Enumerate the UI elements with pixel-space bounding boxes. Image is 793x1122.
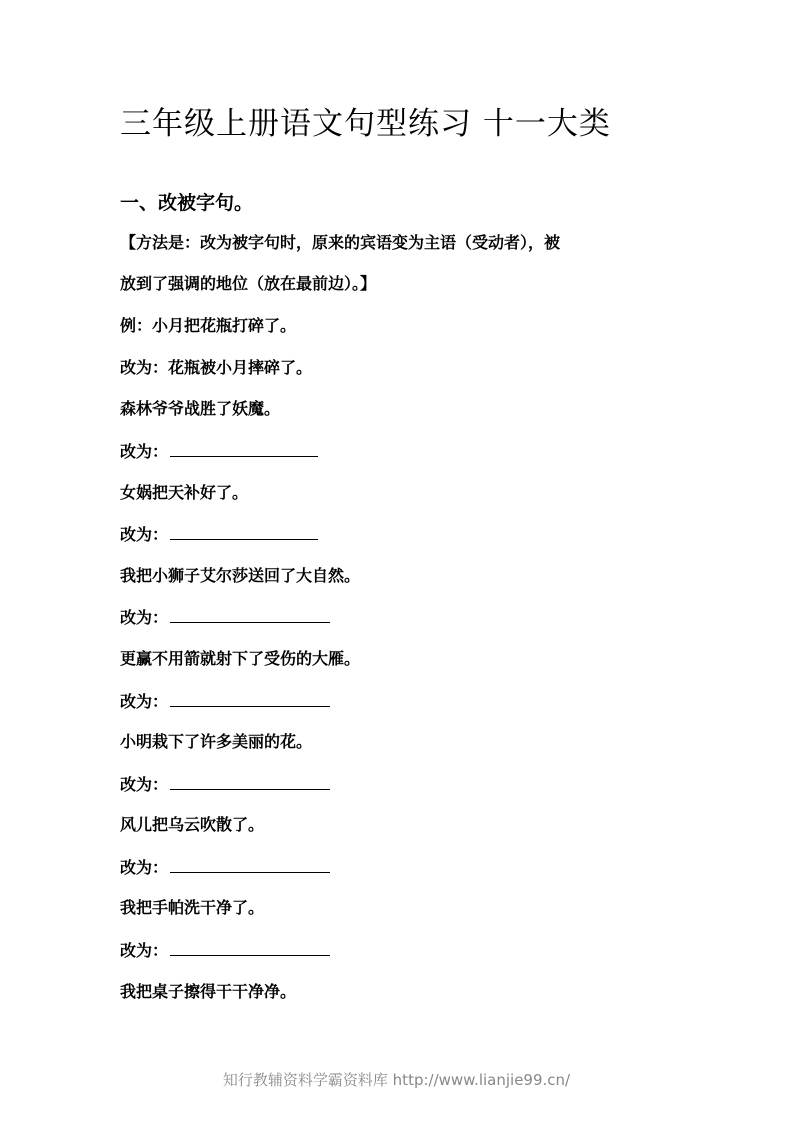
answer-prefix: 改为： bbox=[120, 525, 169, 544]
answer-line-5 bbox=[120, 773, 330, 796]
footer-watermark: 知行教辅资料学霸资料库 http://www.lianjie99.cn/ bbox=[222, 1071, 571, 1089]
exercise-sentence-2: 女娲把天补好了。 bbox=[120, 483, 249, 502]
answer-line-1 bbox=[120, 440, 318, 463]
method-note-line-2: 放到了强调的地位（放在最前边）。】 bbox=[120, 274, 377, 293]
exercise-sentence-5: 小明栽下了许多美丽的花。 bbox=[120, 732, 313, 751]
answer-line-6 bbox=[120, 856, 330, 879]
answer-prefix: 改为： bbox=[120, 608, 169, 627]
answer-blank-2[interactable] bbox=[170, 523, 318, 540]
exercise-sentence-1: 森林爷爷战胜了妖魔。 bbox=[120, 399, 281, 418]
exercise-sentence-3: 我把小狮子艾尔莎送回了大自然。 bbox=[120, 566, 361, 585]
example-sentence: 例：小月把花瓶打碎了。 bbox=[120, 316, 297, 335]
answer-blank-4[interactable] bbox=[170, 690, 330, 707]
answer-blank-5[interactable] bbox=[170, 773, 330, 790]
method-note-line-1: 【方法是：改为被字句时，原来的宾语变为主语（受动者），被 bbox=[120, 233, 561, 252]
answer-prefix: 改为： bbox=[120, 692, 169, 711]
answer-prefix: 改为： bbox=[120, 858, 169, 877]
example-answer: 改为：花瓶被小月摔碎了。 bbox=[120, 358, 313, 377]
answer-line-2 bbox=[120, 523, 318, 546]
section-heading: 一、改被字句。 bbox=[120, 192, 254, 214]
answer-blank-3[interactable] bbox=[170, 606, 330, 623]
answer-blank-1[interactable] bbox=[170, 440, 318, 457]
answer-prefix: 改为： bbox=[120, 442, 169, 461]
exercise-sentence-6: 风儿把乌云吹散了。 bbox=[120, 815, 265, 834]
exercise-sentence-7: 我把手帕洗干净了。 bbox=[120, 898, 265, 917]
answer-line-3 bbox=[120, 606, 330, 629]
answer-line-7 bbox=[120, 939, 330, 962]
exercise-sentence-4: 更赢不用箭就射下了受伤的大雁。 bbox=[120, 649, 361, 668]
exercise-sentence-8: 我把桌子擦得干干净净。 bbox=[120, 982, 297, 1001]
answer-prefix: 改为： bbox=[120, 775, 169, 794]
answer-line-4 bbox=[120, 690, 330, 713]
page-title: 三年级上册语文句型练习 十一大类 bbox=[120, 106, 611, 142]
answer-blank-6[interactable] bbox=[170, 856, 330, 873]
answer-blank-7[interactable] bbox=[170, 939, 330, 956]
answer-prefix: 改为： bbox=[120, 941, 169, 960]
